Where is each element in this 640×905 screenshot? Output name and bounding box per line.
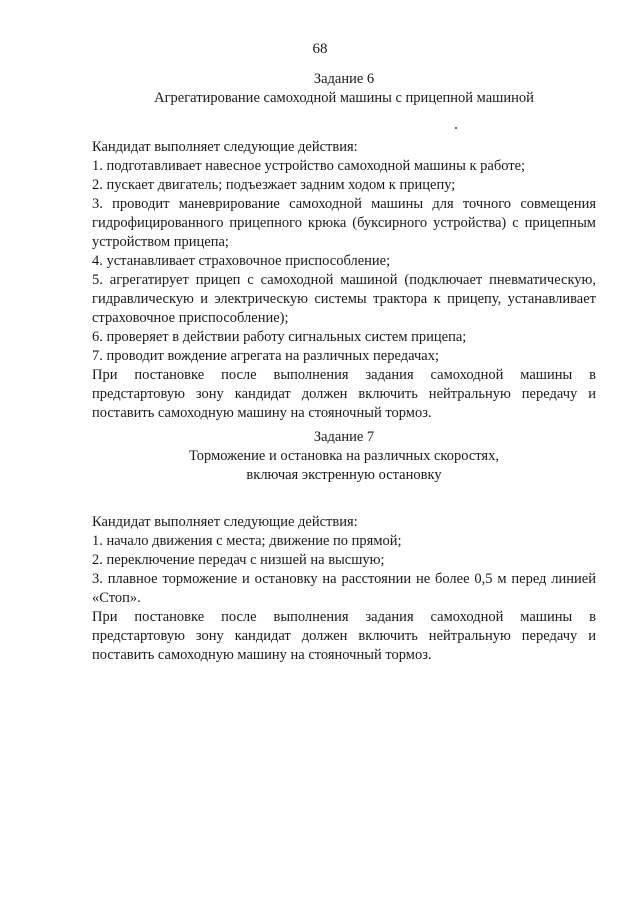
scan-dot-mark <box>455 127 457 129</box>
page-number: 68 <box>312 41 328 57</box>
task-6-body <box>92 138 596 423</box>
task-step: 2. переключение передач с низшей на высшую; <box>92 552 385 568</box>
task-title-line: включая экстренную остановку <box>246 467 442 483</box>
task-step: 3. проводит маневрирование самоходной машины для точного совмещения гидрофицированного прицепного крюка (буксирного устройства) с прицепным устройством прицепа; <box>92 196 596 250</box>
task-step: 2. пускает двигатель; подъезжает задним ходом к прицепу; <box>92 177 456 193</box>
task-step: 1. начало движения с места; движение по прямой; <box>92 533 402 549</box>
task-7-body <box>92 513 596 665</box>
task-number-label: Задание 7 <box>313 429 375 445</box>
task-step: 1. подготавливает навесное устройство самоходной машины к работе; <box>92 158 526 174</box>
task-step: 6. проверяет в действии работу сигнальных систем прицепа; <box>92 329 467 345</box>
task-title-line: Торможение и остановка на различных скоростях, <box>189 448 499 464</box>
task-step: 7. проводит вождение агрегата на различных передачах; <box>92 348 439 364</box>
task-intro: Кандидат выполняет следующие действия: <box>92 514 358 530</box>
task-note: При постановке после выполнения задания самоходной машины в предстартовую зону кандидат должен включить нейтральную передачу и поставить самоходную машину на стояночный тормоз. <box>92 367 596 421</box>
task-note: При постановке после выполнения задания самоходной машины в предстартовую зону кандидат должен включить нейтральную передачу и поставить самоходную машину на стояночный тормоз. <box>92 609 596 663</box>
task-number-label: Задание 6 <box>313 71 375 87</box>
task-title-line: Агрегатирование самоходной машины с прицепной машиной <box>154 90 534 106</box>
task-7-heading <box>92 428 596 485</box>
task-step: 5. агрегатирует прицеп с самоходной машиной (подключает пневматическую, гидравлическую и электрическую системы трактора к прицепу, устанавливает страховочное приспособление); <box>92 272 596 326</box>
task-step: 4. устанавливает страховочное приспособление; <box>92 253 391 269</box>
task-6-heading <box>92 70 596 108</box>
task-intro: Кандидат выполняет следующие действия: <box>92 139 358 155</box>
task-step: 3. плавное торможение и остановку на расстоянии не более 0,5 м перед линией «Стоп». <box>92 571 596 606</box>
